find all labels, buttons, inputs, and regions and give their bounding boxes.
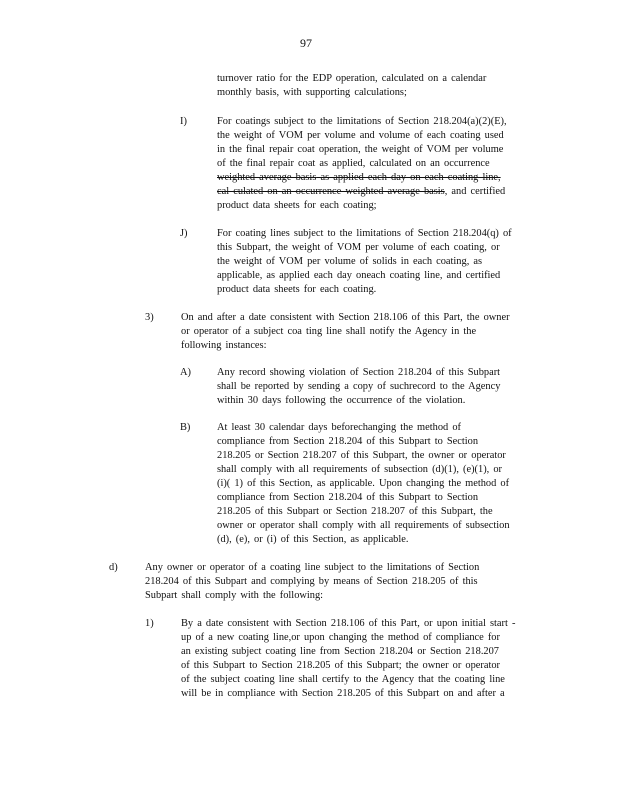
- text-line: 218.205 of this Subpart or Section 218.207 of this Subpart, the: [217, 506, 493, 517]
- text-line: of the subject coating line shall certify to the Agency that the coating line: [181, 674, 505, 685]
- text-line: turnover ratio for the EDP operation, calculated on a calendar: [217, 73, 487, 84]
- item-label-A: A): [180, 367, 191, 378]
- page-number: 97: [300, 36, 312, 50]
- text-line: compliance from Section 218.204 of this Subpart to Section: [217, 492, 479, 503]
- text-line: following instances:: [181, 340, 267, 351]
- item-label-B: B): [180, 422, 191, 433]
- text-line: the weight of VOM per volume of solids in each coating, as: [217, 256, 483, 267]
- text-line: or operator of a subject coa ting line shall notify the Agency in the: [181, 326, 477, 337]
- item-label-1: 1): [145, 618, 154, 629]
- text-line: At least 30 calendar days beforechanging the method of: [217, 422, 461, 433]
- text-line: (d), (e), or (i) of this Section, as applicable.: [217, 534, 409, 545]
- text-line: For coatings subject to the limitations of Section 218.204(a)(2)(E),: [217, 116, 507, 127]
- text-line: within 30 days following the occurrence of the violation.: [217, 395, 466, 406]
- struck-text: weighted average basis as applied each day on each coating line,: [217, 172, 501, 183]
- text-line: shall comply with all requirements of subsection (d)(1), (e)(1), or: [217, 464, 503, 475]
- text-line: the weight of VOM per volume and volume of each coating used: [217, 130, 504, 141]
- text-line: will be in compliance with Section 218.205 of this Subpart on and after a: [181, 688, 505, 699]
- text-line: Subpart shall comply with the following:: [145, 590, 324, 601]
- text-line: owner or operator shall comply with all requirements of subsection: [217, 520, 510, 531]
- text-line: in the final repair coat operation, the weight of VOM per volume: [217, 144, 504, 155]
- text-line: For coating lines subject to the limitations of Section 218.204(q) of: [217, 228, 512, 239]
- text-line: of the final repair coat as applied, calculated on an occurrence: [217, 158, 490, 169]
- text-line: (i)( 1) of this Section, as applicable. Upon changing the method of: [217, 478, 510, 489]
- item-label-I: I): [180, 116, 187, 127]
- text-line: compliance from Section 218.204 of this Subpart to Section: [217, 436, 479, 447]
- text-line: up of a new coating line,or upon changing the method of compliance for: [181, 632, 500, 643]
- text-line: Any record showing violation of Section 218.204 of this Subpart: [217, 367, 501, 378]
- text-line: 218.205 or Section 218.207 of this Subpart, the owner or operator: [217, 450, 506, 461]
- text-line: shall be reported by sending a copy of suchrecord to the Agency: [217, 381, 501, 392]
- item-label-3: 3): [145, 312, 154, 323]
- text-line: of this Subpart to Section 218.205 of this Subpart; the owner or operator: [181, 660, 500, 671]
- item-label-d: d): [109, 562, 118, 573]
- text-line: product data sheets for each coating;: [217, 200, 377, 211]
- struck-text: cal culated on an occurrence weighted average basis: [217, 186, 445, 197]
- text-line: this Subpart, the weight of VOM per volume of each coating, or: [217, 242, 500, 253]
- text-line: cal culated on an occurrence weighted average basis, and certified: [217, 186, 506, 197]
- item-label-J: J): [180, 228, 188, 239]
- text-line: 218.204 of this Subpart and complying by means of Section 218.205 of this: [145, 576, 478, 587]
- text-line: applicable, as applied each day oneach coating line, and certified: [217, 270, 501, 281]
- text-line: monthly basis, with supporting calculations;: [217, 87, 407, 98]
- text-line: product data sheets for each coating.: [217, 284, 377, 295]
- text-line: Any owner or operator of a coating line subject to the limitations of Section: [145, 562, 480, 573]
- text-line: On and after a date consistent with Section 218.106 of this Part, the owner: [181, 312, 510, 323]
- text-line: By a date consistent with Section 218.106 of this Part, or upon initial start -: [181, 618, 516, 629]
- text-line: an existing subject coating line from Section 218.204 or Section 218.207: [181, 646, 500, 657]
